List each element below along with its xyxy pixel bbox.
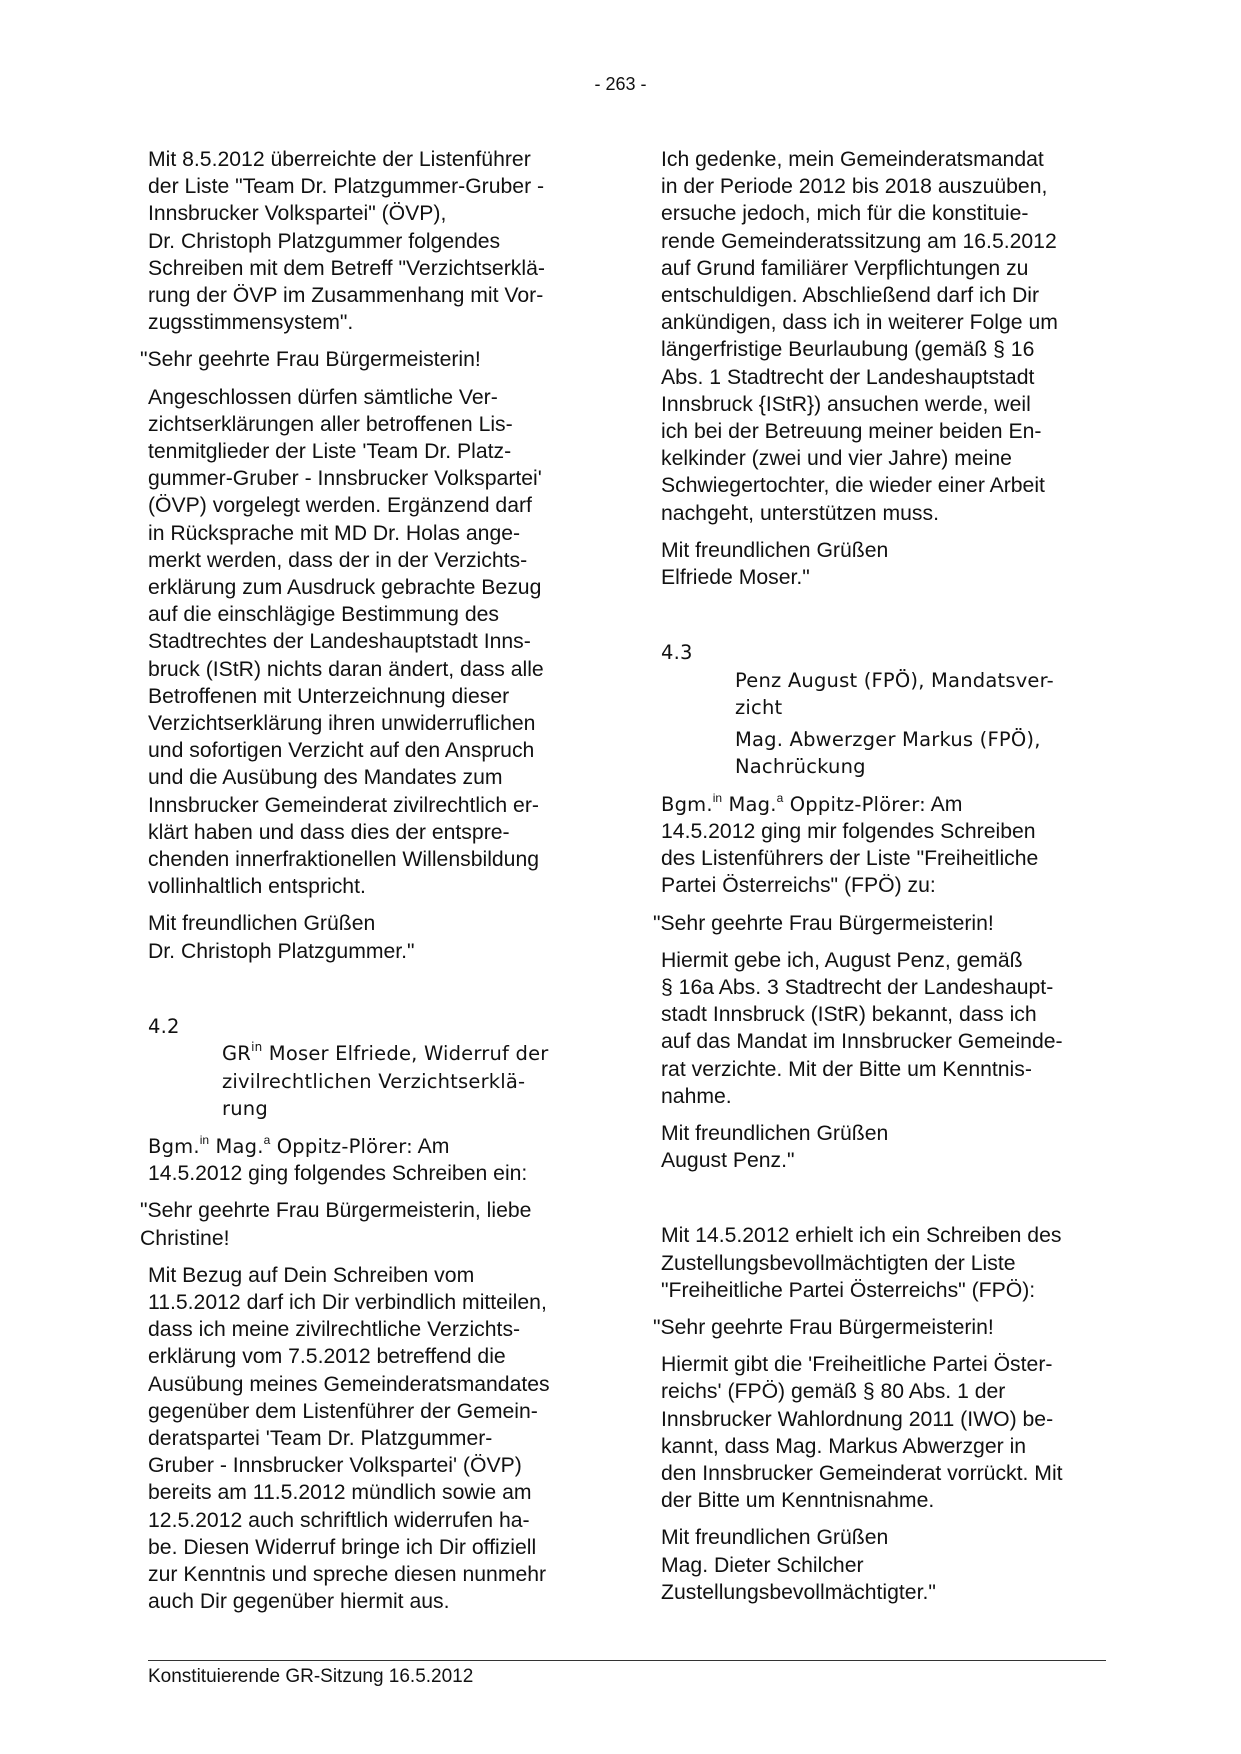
speaker-intro-moser [148, 1133, 588, 1187]
speaker-text: Am 14.5.2012 ging folgendes Schreiben ein: [148, 1134, 528, 1186]
right-column [653, 146, 1101, 1606]
speaker-name: Oppitz-Plörer: [270, 1134, 413, 1158]
footer-text: Konstituierende GR-Sitzung 16.5.2012 [148, 1666, 474, 1687]
speaker-name: Oppitz-Plörer: [783, 792, 926, 816]
salutation-oevp: "Sehr geehrte Frau Bürgermeisterin! [140, 348, 481, 372]
letter-body-moser-cont: Ich gedenke, mein Gemeinderatsmandat in der Periode 2012 bis 2018 auszuüben, ersuche jedoch, mich für die konstituie- rende Gemeinderatssitzung am 16.5.2012 auf Grund familiärer Verpflichtungen zu entschuldigen. Abschließend darf ich Dir ankündigen, dass ich in weiterer Folge um längerfristige Beurlaubung (gemäß § 16 Abs. 1 Stadtrecht der Landeshauptstadt Innsbruck {IStR}) ansuchen werde, weil ich bei der Betreuung meiner beiden En- kelkinder (zwei und vier Jahre) meine Schwiegertochter, die wieder einer Arbeit nachgeht, unterstützen muss. [661, 148, 1058, 525]
salutation-fpoe: "Sehr geehrte Frau Bürgermeisterin! [653, 1316, 994, 1339]
speaker-title: Bgm. [661, 792, 713, 816]
closing-oevp: Mit freundlichen Grüßen Dr. Christoph Platzgummer." [148, 912, 415, 963]
letter-body-moser: Mit Bezug auf Dein Schreiben vom 11.5.2012 darf ich Dir verbindlich mitteilen, dass ich meine zivilrechtliche Verzichts- erklärung vom 7.5.2012 betreffend die Ausübung meines Gemeinderatsmandates gegenüber dem Listenführer der Gemein- deratspartei 'Team Dr. Platzgummer- Gruber - Innsbrucker Volkspartei' (ÖVP) bereits am 11.5.2012 mündlich sowie am 12.5.2012 auch schriftlich widerrufen ha- be. Diesen Widerruf bringe ich Dir offiziell zur Kenntnis und spreche diesen nunmehr auch Dir gegenüber hiermit aus. [148, 1263, 550, 1614]
salutation-penz: "Sehr geehrte Frau Bürgermeisterin! [653, 911, 994, 935]
speaker-mag: Mag. [722, 792, 777, 816]
speaker-sup-in: in [199, 1132, 210, 1147]
heading-text: Moser Elfriede, Widerruf der zivilrechtlichen Verzichtserklä- rung [222, 1042, 549, 1121]
closing-penz: Mit freundlichen Grüßen August Penz." [661, 1121, 889, 1173]
speaker-mag: Mag. [209, 1134, 264, 1158]
section-number: 4.2 [148, 1014, 180, 1038]
closing-fpoe: Mit freundlichen Grüßen Mag. Dieter Schilcher Zustellungsbevollmächtigter." [661, 1526, 936, 1604]
section-heading-4-3 [661, 639, 1101, 722]
speaker-title: Bgm. [148, 1134, 200, 1158]
speaker-intro-penz [661, 791, 1101, 900]
heading-sup: in [251, 1040, 263, 1055]
letter-body-fpoe: Hiermit gibt die 'Freiheitliche Partei Öster- reichs' (FPÖ) gemäß § 80 Abs. 1 der Innsbrucker Wahlordnung 2011 (IWO) be- kannt, dass Mag. Markus Abwerzger in den Innsbrucker Gemeinderat vorrückt. Mit der Bitte um Kenntnisnahme. [661, 1353, 1063, 1513]
heading-text: Penz August (FPÖ), Mandatsver- zicht [735, 668, 1054, 720]
speaker-text: Am 14.5.2012 ging mir folgendes Schreiben des Listenführers der Liste "Freiheitliche Partei Österreichs" (FPÖ) zu: [661, 792, 1039, 898]
speaker-sup-in: in [712, 790, 723, 805]
footer-divider [148, 1660, 1106, 1661]
intro-paragraph-oevp: Mit 8.5.2012 überreichte der Listenführer der Liste "Team Dr. Platzgummer-Gruber - Innsbrucker Volkspartei" (ÖVP), Dr. Christoph Platzgummer folgendes Schreiben mit dem Betreff "Verzichtserklä- rung der ÖVP im Zusammenhang mit Vor- zugsstimmensystem". [148, 148, 545, 335]
section-subheading-4-3: Mag. Abwerzger Markus (FPÖ), Nachrückung [735, 727, 1041, 779]
letter-body-oevp: Angeschlossen dürfen sämtliche Ver- zichtserklärungen aller betroffenen Lis- tenmitglieder der Liste 'Team Dr. Platz- gummer-Gruber - Innsbrucker Volkspartei' (ÖVP) vorgelegt werden. Ergänzend darf in Rücksprache mit MD Dr. Holas ange- merkt werden, dass der in der Verzichts- erklärung zum Ausdruck gebrachte Bezug auf die einschlägige Bestimmung des Stadtrechtes der Landeshauptstadt Inns- bruck (IStR) nichts daran ändert, dass alle Betroffenen mit Unterzeichnung dieser Verzichtserklärung ihren unwiderruflichen und sofortigen Verzicht auf den Anspruch und die Ausübung des Mandates zum Innsbrucker Gemeinderat zivilrechtlich er- klärt haben und dass dies der entspre- chenden innerfraktionellen Willensbildung vollinhaltlich entspricht. [148, 385, 544, 899]
left-column [140, 146, 588, 1615]
speaker-sup-a: a [263, 1132, 271, 1147]
heading-gr: GR [222, 1042, 252, 1066]
speaker-sup-a: a [776, 790, 784, 805]
section-heading-4-2 [148, 1013, 588, 1123]
page-number: - 263 - [594, 74, 647, 94]
intro-paragraph-fpoe: Mit 14.5.2012 erhielt ich ein Schreiben des Zustellungsbevollmächtigten der Liste "Freiheitliche Partei Österreichs" (FPÖ): [661, 1224, 1062, 1302]
closing-moser: Mit freundlichen Grüßen Elfriede Moser." [661, 538, 889, 590]
section-number: 4.3 [661, 641, 693, 665]
letter-body-penz: Hiermit gebe ich, August Penz, gemäß § 16a Abs. 3 Stadtrecht der Landeshaupt- stadt Innsbruck (IStR) bekannt, dass ich auf das Mandat im Innsbrucker Gemeinde- rat verzichte. Mit der Bitte um Kenntnis- nahme. [661, 948, 1063, 1108]
salutation-moser: "Sehr geehrte Frau Bürgermeisterin, liebe Christine! [140, 1199, 532, 1250]
